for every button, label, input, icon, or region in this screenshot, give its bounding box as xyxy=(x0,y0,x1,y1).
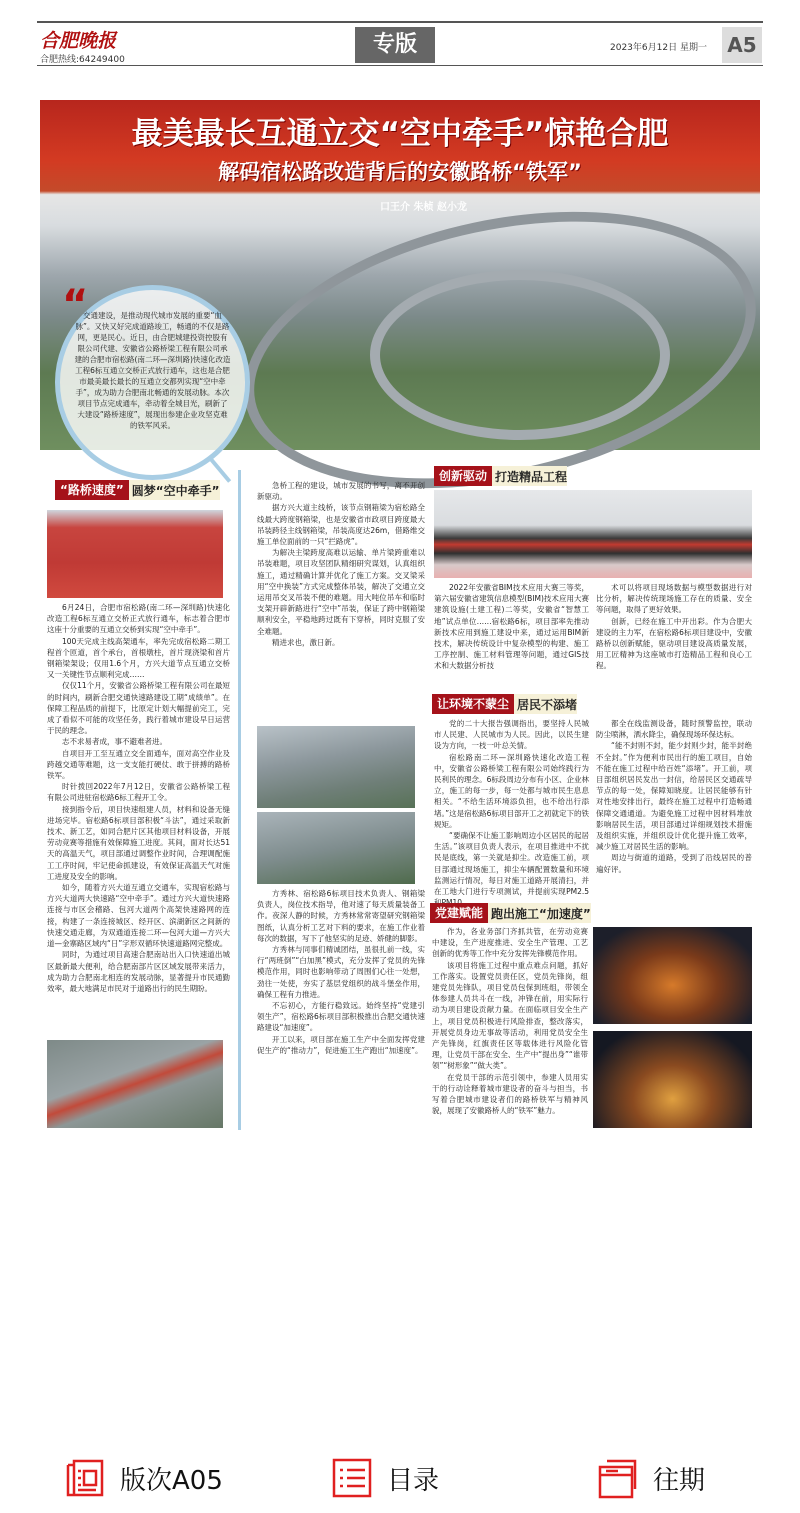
paragraph: 精进求也，激日新。 xyxy=(272,637,340,647)
paragraph: 时针拨回2022年7月12日，安徽省公路桥梁工程有限公司进驻宿松路6标工程开工令。 xyxy=(47,782,230,803)
paragraph: 如今，随着方兴大道互通立交通车，实现宿松路与方兴大道两大快速路“空中牵手”。通过方兴大道快速路连接与市区会稽路、包河大道两个高架快速路网的连接，构建了一条连接城区、经开区、滨湖新区之间新的快速交通走廊，为双通道连接二环—包河大道—方兴大道—金寨路区域内“日”字形双循环快速道路网完整成。 xyxy=(47,883,230,949)
section-tag: “路桥速度” xyxy=(55,480,129,500)
paragraph: 同时，为通过项目高速合肥南站出入口快速道出城区最新最大便利，给合肥南部片区区域发展带来活力，成为助力合肥南北相连的发展动脉，显著提升市民通勤效率，最大地满足市民对于道路出行的民生期盼。 xyxy=(47,950,230,993)
article-right-1a xyxy=(434,582,589,682)
paragraph: 2022年安徽省BIM技术应用大赛三等奖，第六届安徽省建筑信息模型(BIM)技术应用大赛建筑设施(土建工程)二等奖，安徽省“智慧工地”试点单位……宿松路6标，项目部率先推动新技术应用到施工建设中来，通过运用BIM新技术，解决传统设计中复杂模型的构建、施工工序控制、施工材料管理等问题，通过GIS技术和大数据分析技 xyxy=(434,583,589,671)
paragraph: 仅仅11个月，安徽省公路桥梁工程有限公司在最短的时间内，刷新合肥交通快速路建设工期“成绩单”。在保障工程品质的前提下，比原定计划大幅提前完工，完成了看似不可能的攻坚任务，践行着城市建设早日运营于民的理念。 xyxy=(47,681,230,736)
quote-mark-icon: “ xyxy=(62,282,89,328)
newspaper-logo: 合肥晚报 xyxy=(40,30,117,52)
paragraph: 周边与街道的道路，受到了沿线居民的普遍好评。 xyxy=(596,853,752,874)
newspaper-icon xyxy=(64,1457,106,1499)
bridge-photo-left[interactable] xyxy=(47,1040,223,1128)
byline: 口王介 朱桢 赵小龙 xyxy=(380,202,467,213)
paragraph: 作为，各业务部门齐抓共管，在劳动竞赛中建设，生产进度推进、安全生产管理、工艺创新的优秀等工作中充分发挥先锋模范作用。 xyxy=(432,927,588,959)
section-tag: 党建赋能 xyxy=(430,903,488,923)
paragraph: 为解决主梁跨度高难以运输、单片梁跨重难以吊装难题，项目攻坚团队精细研究谋划，认真组织施工，通过精确计算并优化了施工方案。交叉梁采用“空中换装”方式完成整体吊装，解决了交通立交运用吊交叉吊装不便的难题。用大吨位吊车和临时支架开辟新路进行“空中”吊装，保证了跨中钢箱梁顺利安全，平稳地跨过既有下穿桥，同时克服了安全难题。 xyxy=(257,548,425,636)
issue-date: 2023年6月12日 星期一 xyxy=(610,43,707,53)
magnifier-handle xyxy=(209,457,231,483)
paragraph: 100天完成主线高架通车，率先完成宿松路二期工程首个匝道，首个承台，首根墩柱，首片现浇梁和首片钢箱梁架设；仅用1.6个月，方兴大道节点互通立交桥又一关键性节点顺利完成…… xyxy=(47,636,230,680)
paragraph: 党的二十大报告强调指出，要坚持人民城市人民建、人民城市为人民。因此，以民生建设为方向，一枝一叶总关情。 xyxy=(434,719,589,751)
paragraph: 6月24日，合肥市宿松路(南二环—深圳路)快速化改造工程6标互通立交桥正式放行通车，标志着合肥市这座十分重要的互通立交桥到实现“空中牵手”。 xyxy=(47,603,230,635)
nav-edition-label: 版次A05 xyxy=(120,1465,223,1496)
section-head-environment xyxy=(432,694,577,714)
article-left xyxy=(47,602,230,1038)
paragraph: 在党员干部的示范引领中，参建人员用实干的行动诠释着城市建设者的奋斗与担当，书写着合肥城市建设者们的路桥铁军与精神风貌，展现了安徽路桥人的“铁军”魅力。 xyxy=(432,1072,588,1116)
intro-text: 交通建设，是推动现代城市发展的重要“血脉”。又快又好完成道路竣工，畅通的不仅是路网，更是民心。近日，由合肥城建投资控股有限公司代建、安徽省公路桥梁工程有限公司承建的合肥市宿松路(南二环—深圳路)快速化改造工程6标互通立交桥正式放行通车，这也是合肥市最美最长最长的互通立交都列实现“空中牵手”，成为助力合肥南北畅通的发展动脉。本次项目节点完成通车，牵动着全城目光，刷新了大建设“路桥速度”，展现出参建企业攻坚克难的铁军风采。 xyxy=(74,311,231,430)
nav-archive-label: 往期 xyxy=(653,1465,706,1496)
top-rule xyxy=(37,21,763,23)
paragraph: 宿松路南二环—深圳路快速化改造工程中，安徽省公路桥梁工程有限公司始终践行为民利民的理念。6标段周边分布有小区、企业林立，施工的每一步，每一处都与城市民生息息相关。“不给生活环境添负担，也不给出行添堵。”这是宿松路6标项目部开工之初就定下的铁规矩。 xyxy=(434,752,589,829)
section-head-road-speed xyxy=(55,480,220,500)
paragraph: 据方兴大道主线桥，该节点钢箱梁为宿松路全线最大跨度钢箱梁，也是安徽省市政项目跨度最大吊装跨径主线钢箱梁，吊装高度达26m，借路维交施工单位面前的一只“拦路虎”。 xyxy=(257,503,425,547)
header-rule xyxy=(37,65,763,66)
hotline: 合肥热线:64249400 xyxy=(40,55,125,65)
section-label: 专版 xyxy=(355,27,435,63)
paragraph: 方秀林、宿松路6标项目技术负责人、钢箱梁负责人，岗位技术指导，他对速了每天质量装备工作。夜深人静的时候，方秀林常常寄望研究钢箱梁图纸，认真分析工艺对下料的要求，在施工作业着每次的数据，写下了他坚实的足迹、娇健的脚影。 xyxy=(257,889,425,943)
paragraph: 方秀林与同事们精诚团结，虽很扎前一线，实行“两班倒”“白加黑”模式，充分发挥了党员的先锋模范作用，同时也影响带动了周围们心往一处想，劲往一处使，夯实了基层党组织的战斗堡垒作用，确保工程有力推进。 xyxy=(257,945,425,999)
article-right-2b xyxy=(596,718,752,898)
paragraph: 急桥工程的建设，城市发展的书写，离不开创新驱动。 xyxy=(257,481,425,502)
paragraph: 术可以将项目现场数据与模型数据进行对比分析，解决传统现场施工存在的质量、安全等问题，取得了更好效果。 xyxy=(596,583,752,615)
interchange-photo-2[interactable] xyxy=(257,812,415,884)
paragraph: “能不封则不封，能少封则少封，能半封绝不全封。”作为便利市民出行的施工项目，自始不能在施工过程中给百姓“添堵”。开工前，项目部组织居民发出一封信，给居民区交通疏导节点的每一处，保障知晓度。让居民能够有针对性地安排出行，最终在施工过程中打造畅通保障交通通道。为避免施工过程中因材料堆放影响居民生活，项目部通过详细规划技术措施及组织实施，并组织设计优化提升施工效率，减少施工对居民生活的影响。 xyxy=(596,741,752,852)
team-photo[interactable] xyxy=(434,490,752,578)
overpass-ramp xyxy=(370,270,670,440)
nav-archive-button[interactable] xyxy=(597,1455,705,1501)
paragraph: “要确保不让施工影响周边小区居民的起居生活。”该项目负责人表示，在项目推进中不扰民是底线，第一关就是抑尘。改造施工前，项目部通过现场施工，抑尘车辆配置数量和环境监测运行情况，每日对施工道路开展清扫，并在工地大门进行专项测试，并提前实现PM2.5 xyxy=(434,831,589,897)
headline: 最美最长互通立交“空中牵手”惊艳合肥 xyxy=(131,116,669,152)
section-head-innovation xyxy=(434,466,567,486)
page-number: A5 xyxy=(722,27,762,63)
interchange-photo-1[interactable] xyxy=(257,726,415,808)
section-title: 打造精品工程 xyxy=(495,469,568,484)
archive-icon xyxy=(597,1457,639,1499)
night-photo-2[interactable] xyxy=(593,1031,752,1128)
section-tag: 让环境不蒙尘 xyxy=(432,694,514,714)
paragraph: 接到指令后，项目快速组建人员，材料和设备无缝进场完毕。宿松路6标项目部积极“斗法”，通过采取新技术、新工艺，如同合肥片区其他项目材料设备，开展劳动竞赛等措施有效保障施工进度。其间，面对长达51天的高温天气，项目部通过调整作业时间，合理调配施工工序时间，牢记使命抓建设，有效保证高温天气对施工进度及安全的影响。 xyxy=(47,804,230,881)
article-right-2a xyxy=(434,718,589,898)
paragraph: 创新，已经在施工中开出彩。作为合肥大建设的主力军，在宿松路6标项目建设中，安徽路桥以创新赋能，驱动项目建设高质量发展，用工匠精神为这座城市打造精品工程和良心工程。 xyxy=(596,616,752,671)
section-head-party xyxy=(430,903,591,923)
subheadline: 解码宿松路改造背后的安徽路桥“铁军” xyxy=(218,160,582,184)
ceremony-photo[interactable] xyxy=(47,510,223,598)
list-icon xyxy=(331,1457,373,1499)
paragraph: 该项目将施工过程中重点难点问题，抓好工作落实。设置党员责任区，党员先锋岗，组建党员先锋队，项目党员包保到班组，带领全体参建人员共斗在一线，冲锋在前，用实际行动为项目建设贡献力量。在面临项目安全生产上，项目党员积极进行风险排查，整改落实，开展党员身边无事故等活动，利用党员安全生产先锋岗，红旗责任区等载体进行风险化管理，让党员干部在安全、生产中“提出身”“谁带领”“树形象”“做大类”。 xyxy=(432,960,588,1071)
paragraph: 志不求易者成，事不避难者进。 xyxy=(62,737,167,747)
nav-edition-button[interactable] xyxy=(64,1455,223,1501)
section-title: 圆梦“空中牵手” xyxy=(131,483,220,498)
nav-contents-label: 目录 xyxy=(387,1465,440,1496)
article-right-1b xyxy=(596,582,752,682)
paragraph: 都全在线监测设备，随时预警监控，联动防尘喷淋，洒水降尘，确保现场环保达标。 xyxy=(596,719,752,740)
section-title: 居民不添堵 xyxy=(517,697,578,712)
paragraph: 不忘初心，方能行稳致远。始终坚持“党建引领生产”，宿松路6标项目部积极推出合肥交通快速路建设“加速度”。 xyxy=(257,1001,425,1033)
paragraph: 开工以来，项目部在施工生产中全面发挥党建促生产的“推动力”，促进施工生产跑出“加速度”。 xyxy=(257,1034,425,1055)
article-right-3 xyxy=(432,926,588,1128)
column-divider xyxy=(238,470,241,1130)
nav-contents-button[interactable] xyxy=(331,1455,439,1501)
section-title: 跑出施工“加速度” xyxy=(491,906,591,921)
section-tag: 创新驱动 xyxy=(434,466,492,486)
article-middle-top xyxy=(257,480,425,720)
night-photo-1[interactable] xyxy=(593,927,752,1024)
paragraph: 自项目开工至互通立交全面通车，面对高空作业及跨越交通等难题，这一支支能打硬仗、敢于拼搏的路桥铁军。 xyxy=(47,748,230,781)
article-middle-bottom xyxy=(257,888,425,1128)
